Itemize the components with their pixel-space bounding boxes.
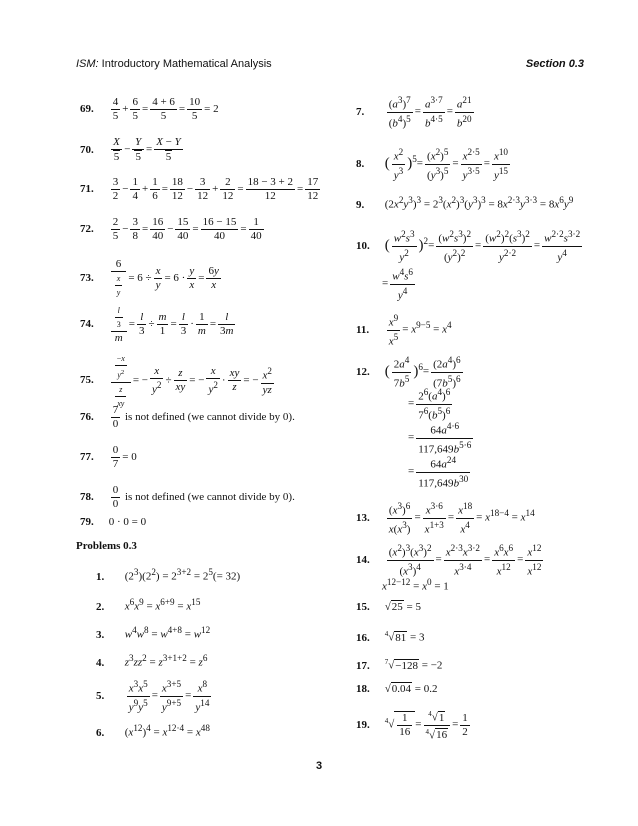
problem-1: 1. $(2^3)(2^2) = 2^{3+2} = 2^5(= 32)$: [96, 567, 241, 583]
problem-2: 2. $x^6x^9 = x^{6+9} = x^{15}$: [96, 597, 201, 613]
book-title: Introductory Mathematical Analysis: [98, 58, 272, 70]
problem-14-continued: $x^{12-12} = x^0 = 1$: [382, 577, 449, 593]
problem-9: 9. $(2x^2y^3)^3 = 2^3(x^2)^3(y^3)^3 = 8x^{2\cdot 3}y^{3\cdot 3} = 8x^6y^9$: [356, 195, 574, 211]
problem-4: 4. $z^3zz^2 = z^{3+1+2} = z^6$: [96, 653, 208, 669]
problem-12: 12. ( $\frac{2a^4}{7b^5}$ )$^6$= $\frac{(2a^4)^6}{(7b^5)^6}$: [356, 355, 461, 390]
book-label: ISM:: [76, 58, 99, 70]
problem-74: 74. $\frac{\frac{l}{3}}{m}$ = $\frac{l}{3}$ ÷ $\frac{m}{1}$ = $\frac{l}{3}$ · $\frac{1}{m}$ = $\frac{l}{3m}$: [80, 306, 234, 344]
problem-76: 76. $\frac{7}{0}$ is not defined (we cannot divide by 0).: [80, 404, 295, 430]
problem-18: 18. √0.04 = 0.2: [356, 683, 438, 695]
problem-13: 13. $\frac{(x^3)^6}{x(x^3)}$ = $\frac{x^{3\cdot 6}}{x^{1+3}}$ = $\frac{x^{18}}{x^4}$ = $x^{18-4} = x^{14}$: [356, 501, 535, 536]
problem-70: 70. $\frac{X}{5}$ − $\frac{Y}{5}$ = $\frac{X - Y}{5}$: [80, 136, 181, 163]
problem-77: 77. $\frac{0}{7}$ = 0: [80, 444, 137, 470]
problem-17: 17. $^7$√−128 = −2: [356, 658, 443, 672]
problem-72: 72. $\frac{2}{5}$ − $\frac{3}{8}$ = $\frac{16}{40}$ − $\frac{15}{40}$ = $\frac{16 - 15}{40}$ = $\frac{1}{40}$: [80, 216, 262, 242]
problem-7: 7. $\frac{(a^3)^7}{(b^4)^5}$ = $\frac{a^{3\cdot 7}}{b^{4\cdot 5}}$ = $\frac{a^{21}}{b^{20}}$: [356, 95, 472, 130]
problem-12-step-2: = $\frac{2^6(a^4)^6}{7^6(b^5)^6}$: [408, 387, 451, 422]
problem-11: 11. $\frac{x^9}{x^5}$ = $x^{9-5} = x^4$: [356, 313, 452, 348]
problem-10: 10. ( $\frac{w^2s^3}{y^2}$ )$^2$= $\frac{(w^2s^3)^2}{(y^2)^2}$ = $\frac{(w^2)^2(s^3)^2}{y^{2\cdot 2}}$ = $\frac{w^{2\cdot 2}s^{3\cdot 2}}{y^4}$: [356, 229, 581, 264]
problem-5: 5. $\frac{x^3x^5}{y^9y^5}$ = $\frac{x^{3+5}}{y^{9+5}}$ = $\frac{x^8}{y^{14}}$: [96, 679, 210, 714]
problem-number: 69.: [80, 103, 94, 116]
problem-19: 19. $^4$√ $\frac{1}{16}$ = $\frac{^4√1}{^4√16}$ = $\frac{1}{2}$: [356, 710, 468, 742]
problems-heading: Problems 0.3: [76, 540, 137, 552]
problem-71: 71. $\frac{3}{2}$ − $\frac{1}{4}$ + $\frac{1}{6}$ = $\frac{18}{12}$ − $\frac{3}{12}$ + $\frac{2}{12}$ = $\frac{18 - 3 + 2}{12}$ = $\frac{17}{12}$: [80, 176, 319, 202]
problem-12-step-3: = $\frac{64a^{4\cdot 6}}{117,649b^{5\cdot 6}}$: [408, 421, 472, 456]
page-number: 3: [315, 760, 323, 772]
problem-16: 16. $^4$√81 = 3: [356, 630, 425, 644]
problem-6: 6. $(x^{12})^4 = x^{12\cdot 4} = x^{48}$: [96, 723, 210, 739]
problem-10-continued: = $\frac{w^4s^6}{y^4}$: [382, 267, 413, 302]
problem-75: 75. $\frac{\frac{-x}{y^2}}{\frac{z}{xy}}$ = − $\frac{x}{y^2}$ ÷ $\frac{z}{xy}$ = − $\frac{x}{y^2}$ · $\frac{xy}{z}$ = − $\frac{x^2}{yz}$: [80, 354, 272, 408]
problem-12-step-4: = $\frac{64a^{24}}{117,649b^{30}}$: [408, 455, 469, 490]
problem-14: 14. $\frac{(x^2)^3(x^3)^2}{(x^3)^4}$ = $\frac{x^{2\cdot 3}x^{3\cdot 2}}{x^{3\cdot 4}}$ = $\frac{x^6x^6}{x^{12}}$ = $\frac{x^{12}}{x^{12}}$: [356, 543, 542, 578]
section-label: Section 0.3: [525, 58, 584, 70]
problem-3: 3. $w^4w^8 = w^{4+8} = w^{12}$: [96, 625, 211, 641]
problem-78: 78. $\frac{0}{0}$ is not defined (we cannot divide by 0).: [80, 484, 295, 510]
running-header-title: [76, 58, 272, 70]
problem-15: 15. √25 = 5: [356, 601, 422, 613]
problem-8: 8. ( $\frac{x^2}{y^3}$ )$^5$= $\frac{(x^2)^5}{(y^3)^5}$ = $\frac{x^{2\cdot 5}}{y^{3\cdot 5}}$ = $\frac{x^{10}}{y^{15}}$: [356, 147, 508, 182]
problem-73: 73. $\frac{6}{\frac{x}{y}}$ = 6 ÷ $\frac{x}{y}$ = 6 · $\frac{y}{x}$ = $\frac{6y}{x}$: [80, 258, 219, 297]
problem-69: 69. $\frac{4}{5}$ + $\frac{6}{5}$ = $\frac{4 + 6}{5}$ = $\frac{10}{5}$ = 2: [80, 96, 219, 122]
problem-79: 79. 0 · 0 = 0: [80, 516, 147, 528]
